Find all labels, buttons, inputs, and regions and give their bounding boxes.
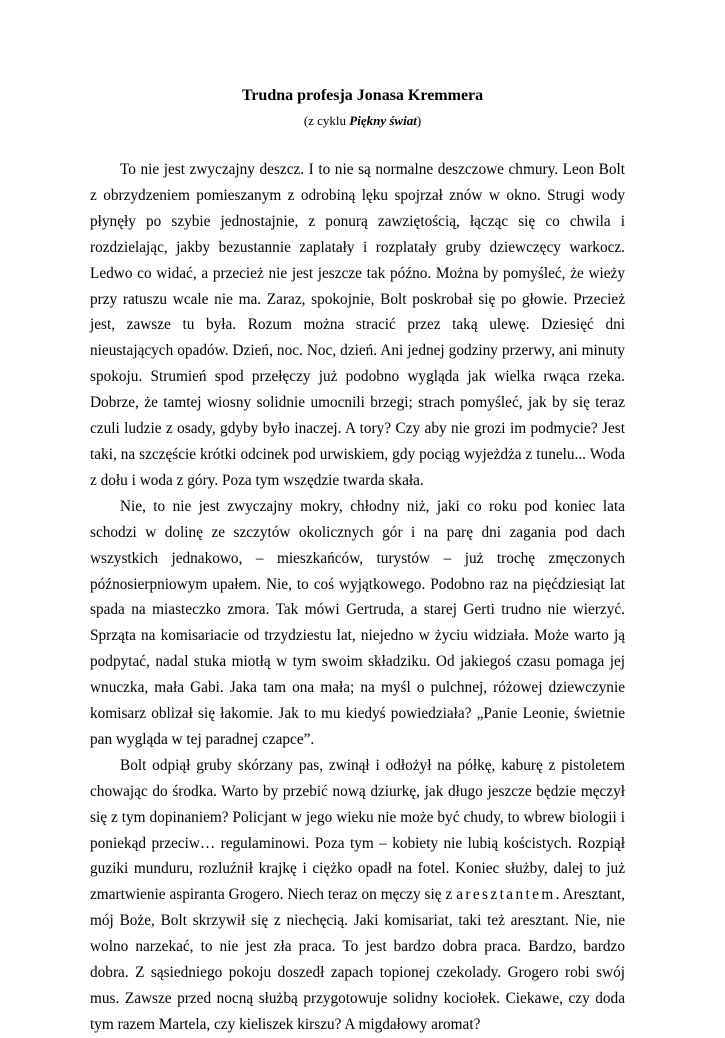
subtitle-prefix: (z cyklu <box>303 113 350 128</box>
document-title: Trudna profesja Jonasa Kremmera <box>241 87 484 104</box>
subtitle-suffix: ) <box>416 113 422 128</box>
paragraph-2: Nie, to nie jest zwyczajny mokry, chłodny niż, jaki co roku pod koniec lata schodzi w dolinę ze szczytów okolicznych gór i na parę dni zagania pod dach wszystkich jednakowo, – mieszkańców, turystów – już trochę zmęczonych późnosierpniowym upałem. Nie, to coś wyjątkowego. Podobno raz na pięćdziesiąt lat spada na miasteczko zmora. Tak mówi Gertruda, a starej Gerti trudno nie wierzyć. Sprząta na komisariacie od trzydziestu lat, niejedno w życiu widziała. Może warto ją podpytać, nadal stuka miotłą w tym swoim składziku. Od jakiegoś czasu pomaga jej wnuczka, mała Gabi. Jaka tam ona mała; na myśl o pulchnej, różowej dziewczynie komisarz oblizał się łakomie. Jak to mu kiedyś powiedziała? „Panie Leonie, świetnie pan wygląda w tej paradnej czapce”. <box>90 497 625 748</box>
paragraph-3-before: Bolt odpiął gruby skórzany pas, zwinął i odłożył na półkę, kaburę z pistoletem chowając do środka. Warto by przebić nową dziurkę, jak długo jeszcze będzie męczył się z tym dopinaniem? Policjant w jego wieku nie może być chudy, to wbrew biologii i poniekąd przeciw… regulaminowi. Poza tym – kobiety nie lubią kościstych. Rozpiął guziki munduru, rozluźnił krajkę i ciężko opadł na fotel. Koniec służby, dalej to już zmartwienie aspiranta Grogero. Niech teraz on męczy się z <box>90 756 625 904</box>
paragraph-1: To nie jest zwyczajny deszcz. I to nie są normalne deszczowe chmury. Leon Bolt z obrzydzeniem pomieszanym z odrobiną lęku spojrzał znów w okno. Strugi wody płynęły po szybie jednostajnie, z ponurą zawziętością, łącząc się co chwila i rozdzielając, jakby bezustannie zaplatały i rozplatały gruby dziewczęcy warkocz. Ledwo co widać, a przecież nie jest jeszcze tak późno. Można by pomyśleć, że wieży przy ratuszu wcale nie ma. Zaraz, spokojnie, Bolt poskrobał się po głowie. Przecież jest, zawsze tu była. Rozum można stracić przez taką ulewę. Dziesięć dni nieustających opadów. Dzień, noc. Noc, dzień. Ani jednej godziny przerwy, ani minuty spokoju. Strumień spod przełęczy już podobno wygląda jak wielka rwąca rzeka. Dobrze, że tamtej wiosny solidnie umocnili brzegi; strach pomyśleć, jak by się teraz czuli ludzie z osady, gdyby było inaczej. A tory? Czy aby nie grozi im podmycie? Jest taki, na szczęście krótki odcinek pod urwiskiem, gdy pociąg wyjeżdża z tunelu... Woda z dołu i woda z góry. Poza tym wszędzie twarda skała. <box>90 161 625 489</box>
paragraph-3 <box>90 753 625 1038</box>
paragraph-3-after: . Aresztant, mój Boże, Bolt skrzywił się z niechęcią. Jaki komisariat, taki też aresztant. Nie, nie wolno narzekać, to nie jest zła praca. To jest bardzo dobra praca. Bardzo, bardzo dobra. Z sąsiedniego pokoju doszedł zapach topionej czekolady. Grogero robi swój mus. Zawsze przed nocną służbą przygotowuje solidny kociołek. Ciekawe, czy doda tym razem Martela, czy kieliszek kirszu? A migdałowy aromat? <box>90 886 625 1033</box>
document-body <box>90 157 625 1038</box>
document-subtitle <box>0 113 725 129</box>
paragraph-3-spaced-word: aresztantem <box>456 886 556 904</box>
subtitle-cycle-name: Piękny świat <box>349 113 417 128</box>
